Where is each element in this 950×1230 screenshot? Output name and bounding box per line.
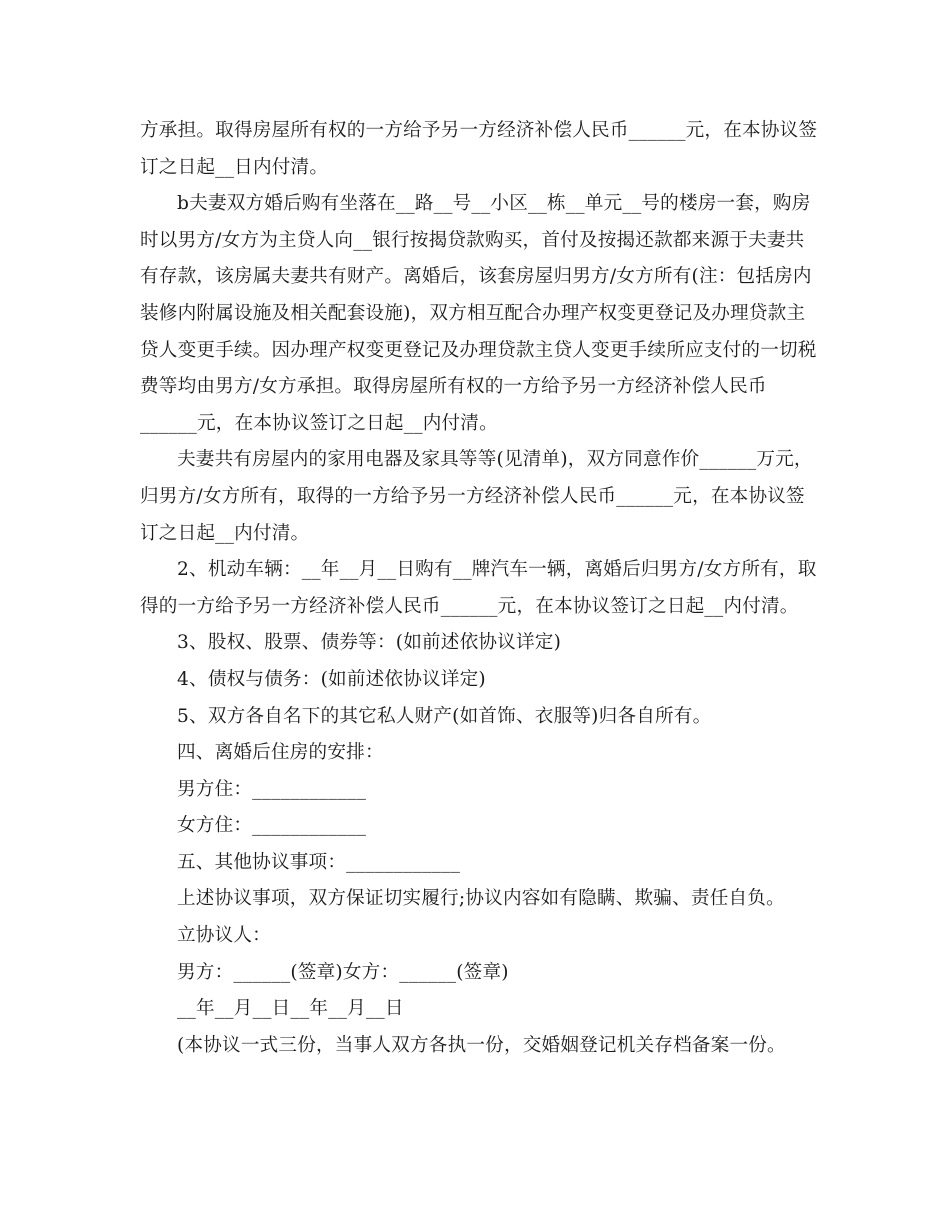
agreement-text <box>140 113 818 1064</box>
section-heading: 四、离婚后住房的安排： <box>177 742 384 764</box>
text-line: 男方住：____________ <box>177 778 367 800</box>
text-line: 得的一方给予另一方经济补偿人民币______元，在本协议签订之日起__内付清。 <box>140 595 799 617</box>
text-line: (本协议一式三份，当事人双方各执一份，交婚姻登记机关存档备案一份。 <box>177 1034 786 1056</box>
text-line: 方承担。取得房屋所有权的一方给予另一方经济补偿人民币______元，在本协议签 <box>140 120 818 141</box>
text-line: 夫妻共有房屋内的家用电器及家具等等(见清单)，双方同意作价______万元， <box>177 449 813 471</box>
text-line: 费等均由男方/女方承担。取得房屋所有权的一方给予另一方经济补偿人民币 <box>140 376 767 398</box>
date-line: __年__月__日__年__月__日 <box>177 998 404 1020</box>
text-line: 5、双方各自名下的其它私人财产(如首饰、衣服等)归各自所有。 <box>177 705 712 727</box>
text-line: 订之日起__内付清。 <box>140 522 310 544</box>
text-line: 4、债权与债务：(如前述依协议详定) <box>177 668 486 690</box>
text-line: 上述协议事项，双方保证切实履行;协议内容如有隐瞒、欺骗、责任自负。 <box>177 888 785 910</box>
text-line: 立协议人： <box>177 925 271 947</box>
signature-line: 男方：______(签章)女方：______(签章) <box>177 961 509 983</box>
text-line: 2、机动车辆：__年__月__日购有__牌汽车一辆，离婚后归男方/女方所有，取 <box>177 559 817 581</box>
text-line: 女方住：____________ <box>177 815 367 837</box>
text-line: 订之日起__日内付清。 <box>140 156 329 178</box>
text-line: 贷人变更手续。因办理产权变更登记及办理贷款主贷人变更手续所应支付的一切税 <box>140 339 817 361</box>
text-line: 时以男方/女方为主贷人向__银行按揭贷款购买，首付及按揭还款都来源于夫妻共 <box>140 229 805 251</box>
section-heading: 五、其他协议事项：____________ <box>177 851 461 873</box>
text-line: 3、股权、股票、债券等：(如前述依协议详定) <box>177 632 562 654</box>
text-line: 装修内附属设施及相关配套设施)，双方相互配合办理产权变更登记及办理贷款主 <box>140 302 806 324</box>
text-line: 有存款，该房属夫妻共有财产。离婚后，该套房屋归男方/女方所有(注：包括房内 <box>140 266 812 288</box>
text-line: 归男方/女方所有，取得的一方给予另一方经济补偿人民币______元，在本协议签 <box>140 485 805 507</box>
text-line: ______元，在本协议签订之日起__内付清。 <box>140 412 498 434</box>
text-line: b夫妻双方婚后购有坐落在__路__号__小区__栋__单元__号的楼房一套，购房 <box>177 193 811 215</box>
